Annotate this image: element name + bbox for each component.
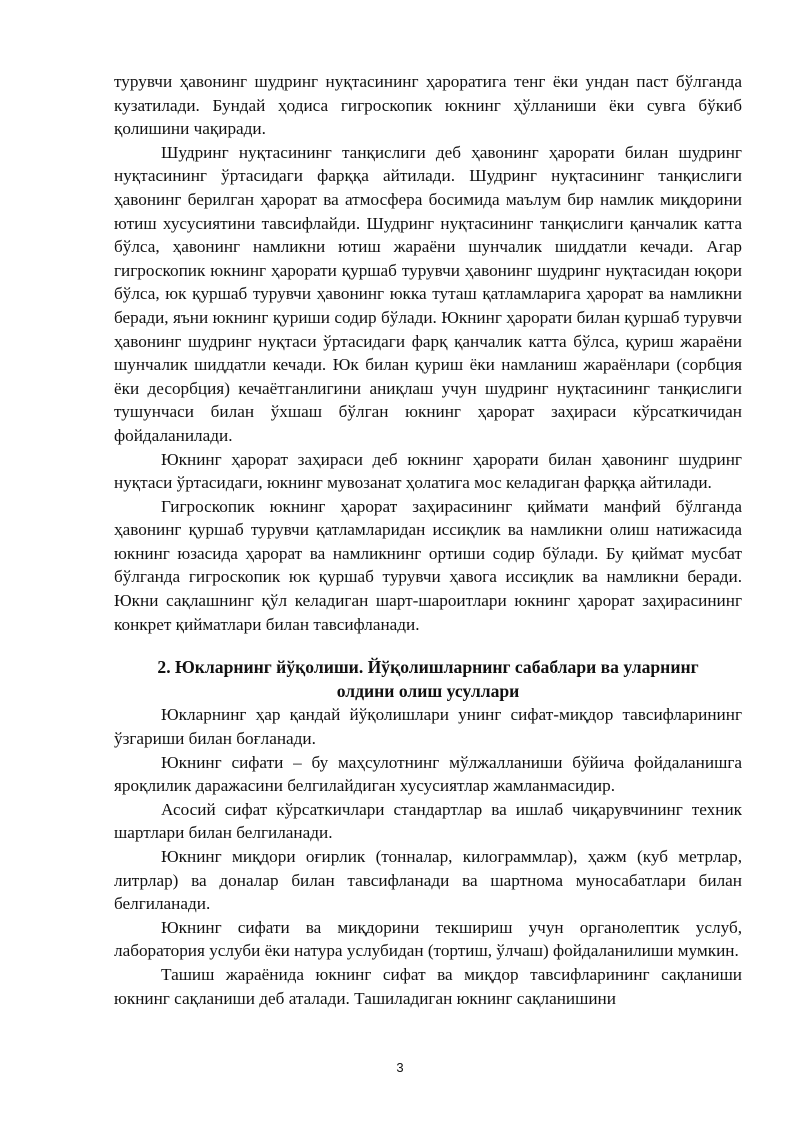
paragraph: Асосий сифат кўрсаткичлари стандартлар ва ишлаб чиқарувчининг техник шартлари билан белгиланади. xyxy=(114,799,742,843)
page-body xyxy=(114,70,742,1010)
paragraph: Юкнинг ҳарорат заҳираси деб юкнинг ҳарорати билан ҳавонинг шудринг нуқтаси ўртасидаги, юкнинг мувозанат ҳолатига мос келадиган фарққа айтилади. xyxy=(114,449,742,493)
paragraph: Юкнинг миқдори оғирлик (тонналар, килограммлар), ҳажм (куб метрлар, литрлар) ва доналар билан тавсифланади ва шартнома муносабатлари билан белгиланади. xyxy=(114,847,742,914)
paragraphs-before-heading xyxy=(114,70,742,636)
paragraph: Шудринг нуқтасининг танқислиги деб ҳавонинг ҳарорати билан шудринг нуқтасининг ўртасидаги фарққа айтилади. Шудринг нуқтасининг танқислиги ҳавонинг берилган ҳарорат ва атмосфера босимида маълум бир намлик миқдорини ютиш хусусиятини тавсифлайди. Шудринг нуқтасининг танқислиги қанчалик катта бўлса, ҳавонинг намликни ютиш жараёни шунчалик шиддатли кечади. Агар гигроскопик юкнинг ҳарорати қуршаб турувчи ҳавонинг шудринг нуқтасидан юқори бўлса, юк қуршаб турувчи ҳавонинг юкка туташ қатламларига ҳарорат ва намликни беради, яъни юкнинг қуриши содир бўлади. Юкнинг ҳарорати билан қуршаб турувчи ҳавонинг шудринг нуқтаси ўртасидаги фарқ қанчалик катта бўлса, қуриш жараёни шунчалик шиддатли кечади. Юк билан қуриш ёки намланиш жараёнлари (сорбция ёки десорбция) кечаётганлигини аниқлаш учун шудринг нуқтасининг танқислиги тушунчаси билан ўхшаш бўлган юкнинг ҳарорат заҳираси кўрсаткичидан фойдаланилади. xyxy=(114,142,742,445)
paragraphs-after-heading xyxy=(114,703,742,1010)
paragraph: Юкнинг сифати – бу маҳсулотнинг мўлжалланиши бўйича фойдаланишга яроқлилик даражасини белгилайдиган хусусиятлар жамланмасидир. xyxy=(114,752,742,796)
section-heading-line-2: олдини олиш усуллари xyxy=(336,680,520,701)
section-heading xyxy=(114,656,742,703)
paragraph: Гигроскопик юкнинг ҳарорат заҳирасининг қиймати манфий бўлганда ҳавонинг қуршаб турувчи қатламларидан иссиқлик ва намликни олиш натижасида юкнинг юзасида ҳарорат ва намликнинг ортиши содир бўлади. Бу қиймат мусбат бўлганда гигроскопик юк қуршаб турувчи ҳавога иссиқлик ва намликни беради. Юкни сақлашнинг қўл келадиган шарт-шароитлари юкнинг ҳарорат заҳирасининг конкрет қийматлари билан тавсифланади. xyxy=(114,496,742,634)
section-heading-line-1: 2. Юкларнинг йўқолиши. Йўқолишларнинг сабаблари ва уларнинг xyxy=(157,657,699,678)
paragraph: Юкларнинг ҳар қандай йўқолишлари унинг сифат-миқдор тавсифларининг ўзгариши билан боғланади. xyxy=(114,705,742,749)
paragraph: турувчи ҳавонинг шудринг нуқтасининг ҳароратига тенг ёки ундан паст бўлганда кузатилади. Бундай ҳодиса гигроскопик юкнинг ҳўлланиши ёки сувга бўкиб қолишини чақиради. xyxy=(114,72,742,139)
paragraph: Юкнинг сифати ва миқдорини текшириш учун органолептик услуб, лаборатория услуби ёки натура услубидан (тортиш, ўлчаш) фойдаланилиши мумкин. xyxy=(114,917,742,961)
paragraph: Ташиш жараёнида юкнинг сифат ва миқдор тавсифларининг сақланиши юкнинг сақланиши деб аталади. Ташиладиган юкнинг сақланишини xyxy=(114,964,742,1008)
page-number: 3 xyxy=(396,1060,404,1075)
